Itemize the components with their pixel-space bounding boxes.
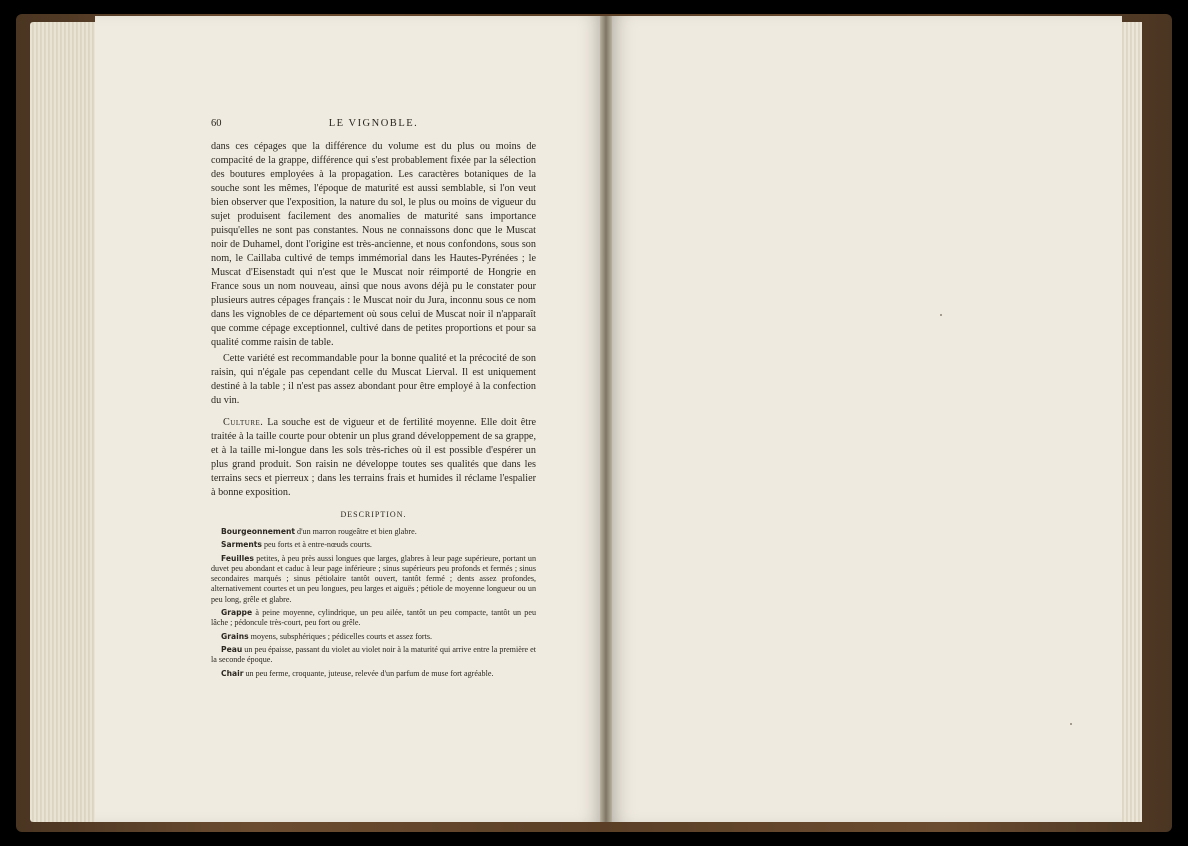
description-term: Bourgeonnement [221,527,296,536]
description-term: Sarments [221,540,262,550]
description-text: peu forts et à entre-nœuds courts. [261,540,372,550]
description-item [211,669,536,679]
running-head [211,118,536,134]
description-list [211,527,536,679]
culture-paragraph [211,416,536,500]
page-edges-right [1120,22,1142,822]
paragraph: Cette variété est recommandable pour la bonne qualité et la précocité de son raisin, qui n'égale pas cependant celle du Muscat Lierval. Il est uniquement destiné à la table ; il n'est pas assez abondant pour être employé à la confection du vin. [211,353,536,406]
description-term: Grains [221,631,249,641]
running-title: LE VIGNOBLE. [328,118,419,129]
culture-label: Culture. [223,417,264,428]
paragraph: dans ces cépages que la différence du volume est du plus ou moins de compacité de la grappe, différence qui s'est probablement fixée par la sélection des boutures employées à la propagation. Les caractères botaniques de la souche sont les mêmes, l'époque de maturité est aussi semblable, si l'on veut bien observer que l'exposition, la nature du sol, le plus ou moins de vigueur du sujet produisent facilement des anomalies de maturité sans importance puisqu'elles ne sont pas constantes. Nous ne connaissons donc que le Muscat noir de Duhamel, dont l'origine est très-ancienne, et nous confondons, sous son nom, le Caillaba cultivé de temps immémorial dans les Hautes-Pyrénées ; le Muscat d'Eisenstadt qui n'est que le Muscat noir réimporté de Hongrie en France sous un nom nouveau, ainsi que nous avons déjà pu le constater pour plusieurs autres cépages français : le Muscat noir du Jura, inconnu sous ce nom dans les vignobles de ce département où sous celui de Muscat noir il n'apparaît que comme cépage exceptionnel, cultivé dans de petites proportions et pour sa qualité comme raisin de table. [211,141,536,348]
description-term: Peau [221,644,243,654]
description-text: d'un marron rougeâtre et bien glabre. [295,527,417,536]
description-term: Chair [221,668,244,678]
description-text: à peine moyenne, cylindrique, un peu ailée, tantôt un peu compacte, tantôt un peu lâche ; pédoncule très-court, peu fort ou grêle. [211,608,536,628]
description-term: Feuilles [221,553,254,563]
description-text: moyens, subsphériques ; pédicelles courts et assez forts. [248,631,433,641]
body-text [211,140,536,500]
description-text: petites, à peu près aussi longues que larges, glabres à leur page supérieure, portant un duvet peu abondant et caduc à leur page inférieure ; sinus supérieurs peu profonds et fermés ; sinus secondaires marqués ; sinus pétiolaire tantôt ouvert, tantôt fermé ; dents assez profondes, alternativement courtes et un peu longues, peu larges et aiguës ; pétiole de moyenne longueur ou un peu long, grêle et glabre. [211,553,536,604]
culture-text: La souche est de vigueur et de fertilité moyenne. Elle doit être traitée à la taille courte pour obtenir un plus grand développement de sa grappe, et à la taille mi-longue dans les sols très-riches où il est possible d'espérer un plus grand produit. Son raisin ne développe toutes ses qualités que dans les terrains secs et pierreux ; dans les terrains frais et humides il réclame l'espalier à bonne exposition. [211,417,536,498]
paper-speck [1070,723,1072,725]
description-item [211,527,536,537]
paper-speck [940,314,942,316]
description-heading: DESCRIPTION. [340,510,407,519]
right-page-blank [610,16,1122,822]
description-item [211,554,536,605]
book-gutter [600,16,612,822]
description-item [211,608,536,629]
description-term: Grappe [221,608,253,618]
description-text: un peu épaisse, passant du violet au violet noir à la maturité qui arrive entre la première et la seconde époque. [211,644,536,665]
description-item [211,632,536,642]
page-number: 60 [211,118,222,129]
description-item [211,540,536,550]
left-page-text [211,118,536,682]
description-item [211,645,536,666]
description-text: un peu ferme, croquante, juteuse, relevée d'un parfum de muse fort agréable. [243,668,494,678]
